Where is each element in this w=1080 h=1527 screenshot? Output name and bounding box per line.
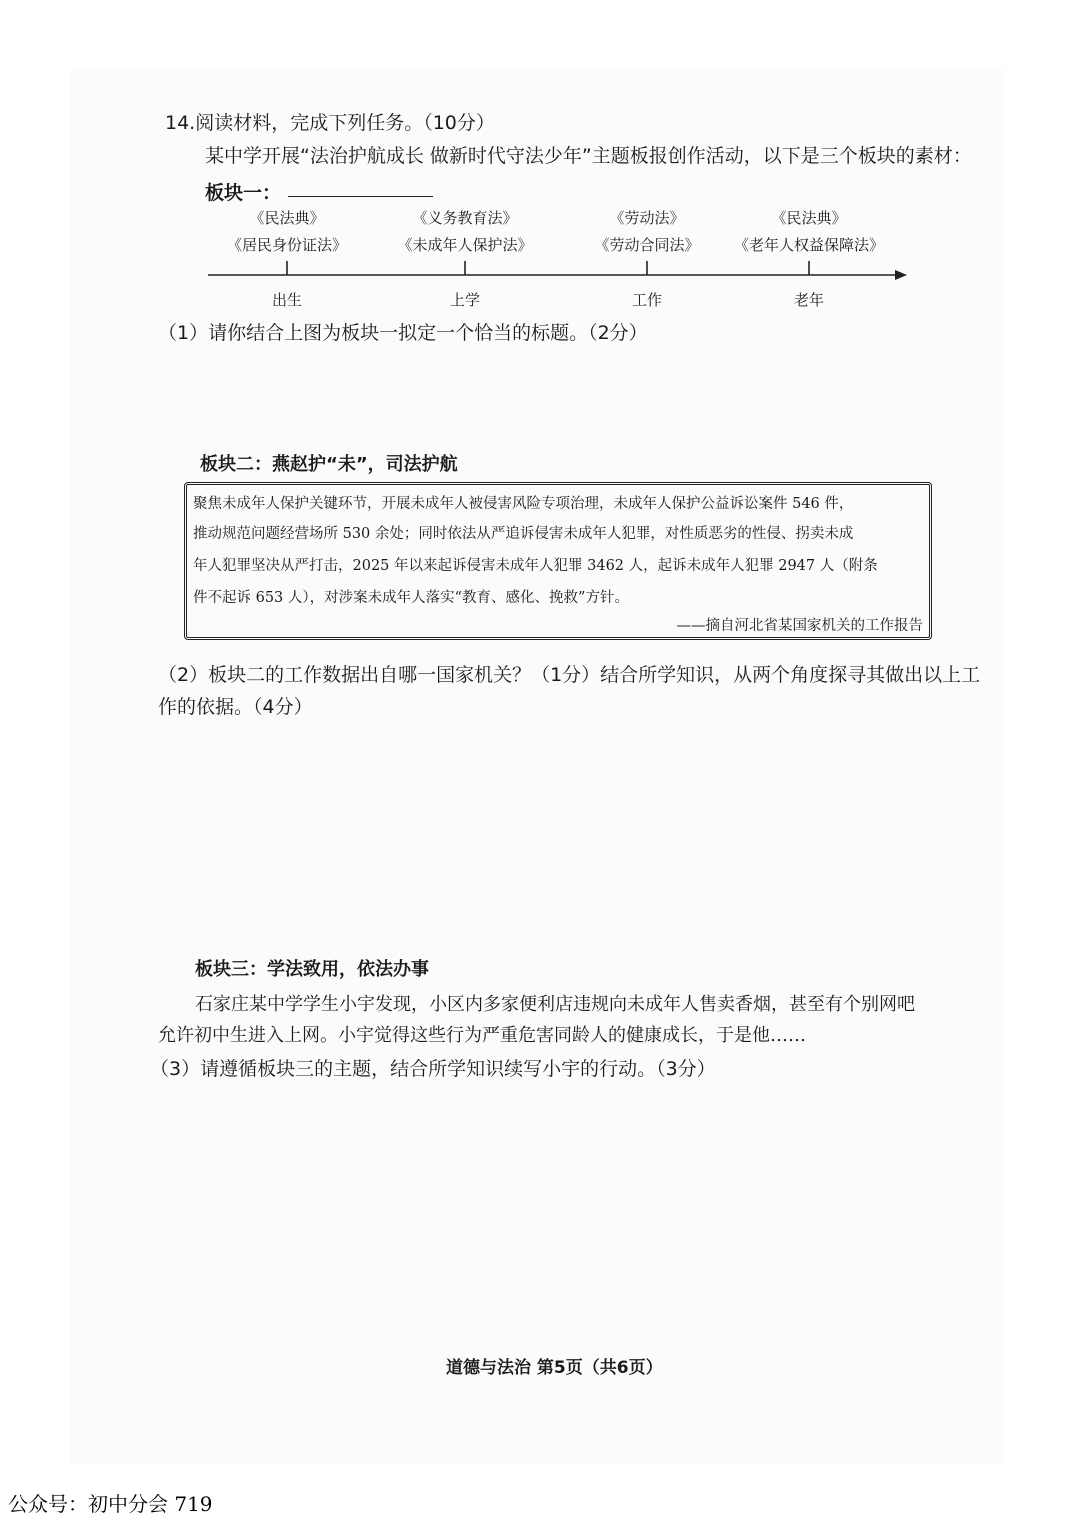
block2-heading: 板块二：燕赵护“未”，司法护航 [200,454,458,475]
block3-material-line: 允许初中生进入上网。小宇觉得这些行为严重危害同龄人的健康成长，于是他…… [158,1025,806,1046]
arrow-right-icon [895,270,907,280]
task-2-line2: 作的依据。（4分） [158,696,313,718]
watermark: 公众号：初中分会 719 [8,1492,213,1516]
timeline-stage: 出生 [271,291,302,309]
timeline-law: 《民法典》 [249,209,325,227]
block1-label: 板块一： [205,182,282,204]
task-1: （1）请你结合上图为板块一拟定一个恰当的标题。（2分） [158,322,648,344]
timeline-stage: 上学 [449,291,480,309]
timeline-law: 《老年人权益保障法》 [733,236,884,254]
timeline-law: 《劳动法》 [609,209,685,227]
timeline-stage: 老年 [793,291,824,309]
timeline-law: 《民法典》 [771,209,847,227]
task-3: （3）请遵循板块三的主题，结合所学知识续写小宇的行动。（3分） [150,1058,716,1080]
block1-title-blank [288,196,433,197]
timeline-axis [200,258,920,288]
block3-heading: 板块三：学法致用，依法办事 [195,959,429,980]
material-source: ——摘自河北省某国家机关的工作报告 [676,618,923,634]
task-2-line1: （2）板块二的工作数据出自哪一国家机关？（1分）结合所学知识，从两个角度探寻其做出以上工 [158,664,981,686]
question-intro: 某中学开展“法治护航成长 做新时代守法少年”主题板报创作活动，以下是三个板块的素材： [205,145,972,167]
timeline-law: 《义务教育法》 [412,209,518,227]
material-line: 件不起诉 653 人），对涉案未成年人落实“教育、感化、挽救”方针。 [193,590,629,606]
page-footer: 道德与法治 第5页（共6页） [446,1358,663,1378]
block3-material-line: 石家庄某中学学生小宇发现，小区内多家便利店违规向未成年人售卖香烟，甚至有个别网吧 [195,994,915,1015]
material-line: 聚焦未成年人保护关键环节，开展未成年人被侵害风险专项治理，未成年人保护公益诉讼案件 546 件， [193,496,854,512]
timeline-stage: 工作 [631,291,662,309]
block2-material-box [184,482,932,640]
material-line: 年人犯罪坚决从严打击，2025 年以来起诉侵害未成年人犯罪 3462 人，起诉未成年人犯罪 2947 人（附条 [193,558,878,574]
timeline-law: 《居民身份证法》 [226,236,347,254]
material-line: 推动规范问题经营场所 530 余处；同时依法从严追诉侵害未成年人犯罪，对性质恶劣的性侵、拐卖未成 [193,526,854,542]
timeline-law: 《未成年人保护法》 [397,236,533,254]
question-title: 14.阅读材料，完成下列任务。（10分） [165,112,495,134]
timeline-law: 《劳动合同法》 [594,236,700,254]
